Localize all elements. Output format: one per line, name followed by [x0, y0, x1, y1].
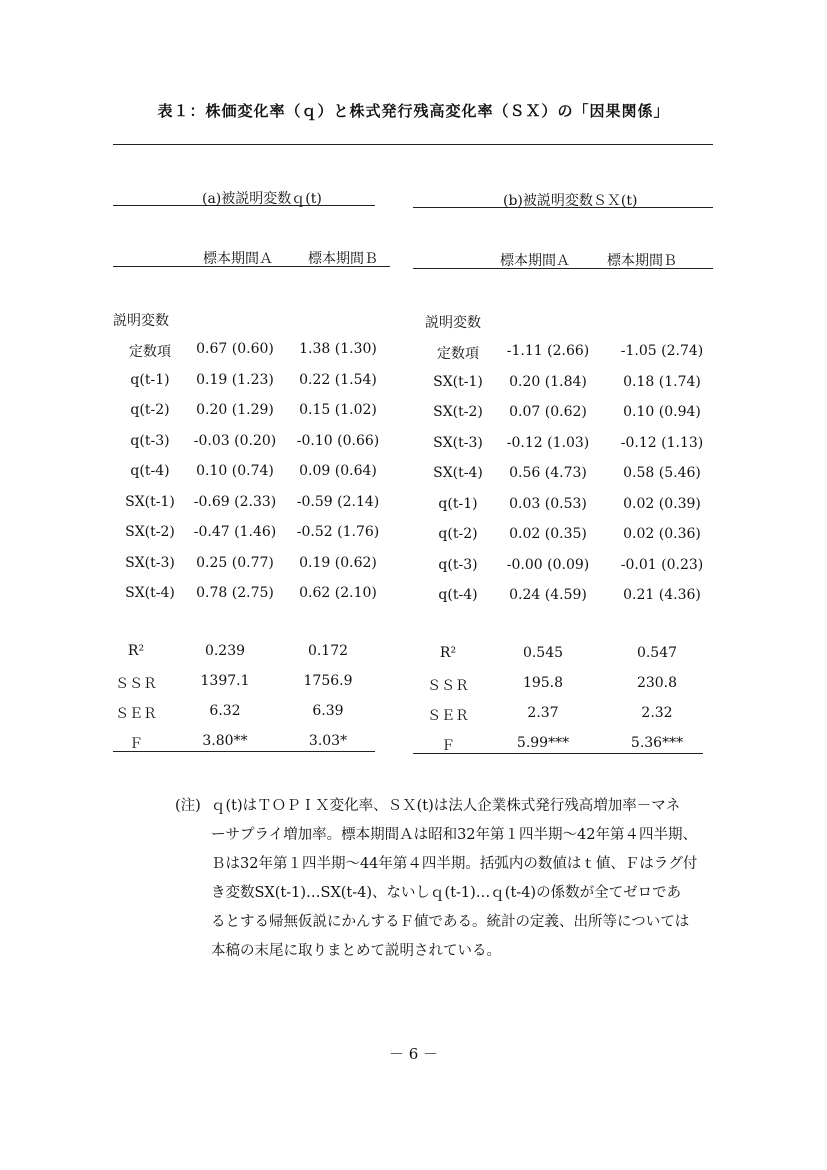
- footnote-prefix: (注): [175, 798, 201, 814]
- footnote: [175, 792, 715, 966]
- value-period-b: 0.09 (0.64): [299, 463, 377, 479]
- value-period-b: 0.02 (0.36): [623, 526, 701, 542]
- row-label: ＳＥＲ: [427, 708, 469, 724]
- right-bottom-rule: [413, 753, 703, 754]
- page-number: － 6 －: [388, 1045, 439, 1063]
- right-var-header: 説明変数: [425, 315, 481, 331]
- value-period-a: 0.07 (0.62): [509, 404, 587, 420]
- value-period-a: -0.03 (0.20): [193, 432, 277, 449]
- row-label: q(t-1): [438, 495, 478, 512]
- row-label: 定数項: [129, 344, 171, 360]
- value-period-a: 0.239: [204, 643, 246, 659]
- left-col-b-header: 標本期間Ｂ: [308, 251, 378, 267]
- value-period-a: -0.00 (0.09): [506, 556, 590, 573]
- value-period-b: -1.05 (2.74): [620, 343, 704, 359]
- row-label: SX(t-1): [125, 493, 175, 510]
- value-period-b: 0.10 (0.94): [623, 404, 701, 420]
- row-label: q(t-4): [438, 587, 478, 603]
- row-label: q(t-3): [438, 556, 478, 573]
- value-period-a: -1.11 (2.66): [506, 343, 590, 359]
- value-period-b: 2.32: [641, 705, 673, 721]
- value-period-b: 0.21 (4.36): [623, 587, 701, 603]
- value-period-a: 3.80**: [202, 733, 248, 749]
- right-panel-heading: (b)被説明変数ＳＸ(t): [503, 193, 638, 209]
- left-col-a-header: 標本期間Ａ: [203, 251, 273, 267]
- value-period-b: 0.58 (5.46): [623, 465, 701, 481]
- value-period-a: 0.02 (0.35): [509, 526, 587, 542]
- row-label: Ｆ: [441, 738, 455, 754]
- value-period-a: 0.20 (1.84): [509, 373, 587, 390]
- left-heading-rule: [113, 205, 375, 206]
- left-var-header: 説明変数: [113, 313, 169, 329]
- value-period-a: -0.47 (1.46): [193, 524, 277, 540]
- right-col-a-header: 標本期間Ａ: [500, 253, 570, 269]
- row-label: ＳＥＲ: [115, 706, 157, 722]
- value-period-a: 0.19 (1.23): [196, 371, 274, 388]
- value-period-b: 0.22 (1.54): [299, 371, 377, 388]
- value-period-a: 1397.1: [200, 673, 250, 689]
- value-period-b: 0.172: [307, 643, 349, 659]
- right-col-b-header: 標本期間Ｂ: [607, 253, 677, 269]
- top-rule: [113, 144, 713, 145]
- value-period-b: 0.15 (1.02): [299, 402, 377, 418]
- row-label: q(t-4): [130, 463, 170, 479]
- table-title: 表１：株価変化率（ｑ）と株式発行残高変化率（ＳＸ）の「因果関係」: [157, 102, 670, 120]
- row-label: SX(t-3): [433, 434, 483, 451]
- row-label: q(t-2): [130, 402, 170, 418]
- value-period-b: 5.36***: [630, 735, 684, 751]
- value-period-a: 195.8: [522, 675, 564, 691]
- value-period-b: 1.38 (1.30): [299, 341, 377, 357]
- value-period-b: 0.62 (2.10): [299, 585, 377, 601]
- value-period-a: 0.24 (4.59): [509, 587, 587, 603]
- value-period-b: -0.52 (1.76): [296, 524, 380, 540]
- row-label: ＳＳＲ: [427, 678, 469, 694]
- footnote-line: 本稿の末尾に取りまとめて説明されている。: [211, 943, 501, 959]
- value-period-b: 0.19 (0.62): [299, 554, 377, 571]
- value-period-a: 0.03 (0.53): [509, 495, 587, 512]
- row-label: SX(t-1): [433, 373, 483, 390]
- value-period-b: -0.10 (0.66): [296, 432, 380, 449]
- row-label: 定数項: [437, 346, 479, 362]
- value-period-b: 0.18 (1.74): [623, 373, 701, 390]
- left-panel-heading: (a)被説明変数ｑ(t): [202, 191, 322, 207]
- value-period-a: 5.99***: [516, 735, 570, 751]
- value-period-b: 230.8: [636, 675, 678, 691]
- footnote-line: ーサプライ増加率。標本期間Ａは昭和32年第１四半期～42年第４四半期、: [211, 827, 697, 843]
- footnote-line: Ｂは32年第１四半期～44年第４四半期。括弧内の数値はｔ値、Ｆはラグ付: [211, 856, 698, 872]
- value-period-a: 0.20 (1.29): [196, 402, 274, 418]
- value-period-b: 6.39: [312, 703, 344, 719]
- value-period-b: -0.59 (2.14): [296, 493, 380, 510]
- value-period-b: 1756.9: [303, 673, 353, 689]
- left-bottom-rule: [113, 751, 375, 752]
- value-period-a: 0.67 (0.60): [196, 341, 274, 357]
- value-period-b: 0.02 (0.39): [623, 495, 701, 512]
- right-heading-rule: [413, 207, 713, 208]
- value-period-b: 0.547: [636, 645, 678, 661]
- row-label: SX(t-4): [125, 585, 175, 601]
- value-period-a: 0.56 (4.73): [509, 465, 587, 481]
- left-col-header-rule: [113, 266, 390, 267]
- value-period-b: -0.12 (1.13): [620, 434, 704, 451]
- row-label: R²: [439, 645, 457, 661]
- row-label: ＳＳＲ: [115, 676, 157, 692]
- value-period-a: 0.78 (2.75): [196, 585, 274, 601]
- value-period-a: 6.32: [209, 703, 241, 719]
- footnote-line: き変数SX(t-1)…SX(t-4)、ないしｑ(t-1)…ｑ(t-4)の係数が全てゼロであ: [211, 885, 682, 901]
- footnote-line: ｑ(t)はＴＯＰＩＸ変化率、ＳＸ(t)は法人企業株式発行残高増加率－マネ: [211, 798, 681, 814]
- right-col-header-rule: [413, 268, 713, 269]
- value-period-b: -0.01 (0.23): [620, 556, 704, 573]
- row-label: SX(t-4): [433, 465, 483, 481]
- value-period-a: 0.545: [522, 645, 564, 661]
- value-period-a: 0.10 (0.74): [196, 463, 274, 479]
- row-label: SX(t-2): [433, 404, 483, 420]
- footnote-line: るとする帰無仮説にかんするＦ値である。統計の定義、出所等については: [211, 914, 690, 930]
- value-period-a: 2.37: [527, 705, 559, 721]
- row-label: R²: [127, 643, 145, 659]
- row-label: q(t-3): [130, 432, 170, 449]
- row-label: SX(t-2): [125, 524, 175, 540]
- value-period-b: 3.03*: [308, 733, 348, 749]
- value-period-a: 0.25 (0.77): [196, 554, 274, 571]
- value-period-a: -0.69 (2.33): [193, 493, 277, 510]
- value-period-a: -0.12 (1.03): [506, 434, 590, 451]
- row-label: Ｆ: [129, 736, 143, 752]
- row-label: q(t-2): [438, 526, 478, 542]
- row-label: SX(t-3): [125, 554, 175, 571]
- row-label: q(t-1): [130, 371, 170, 388]
